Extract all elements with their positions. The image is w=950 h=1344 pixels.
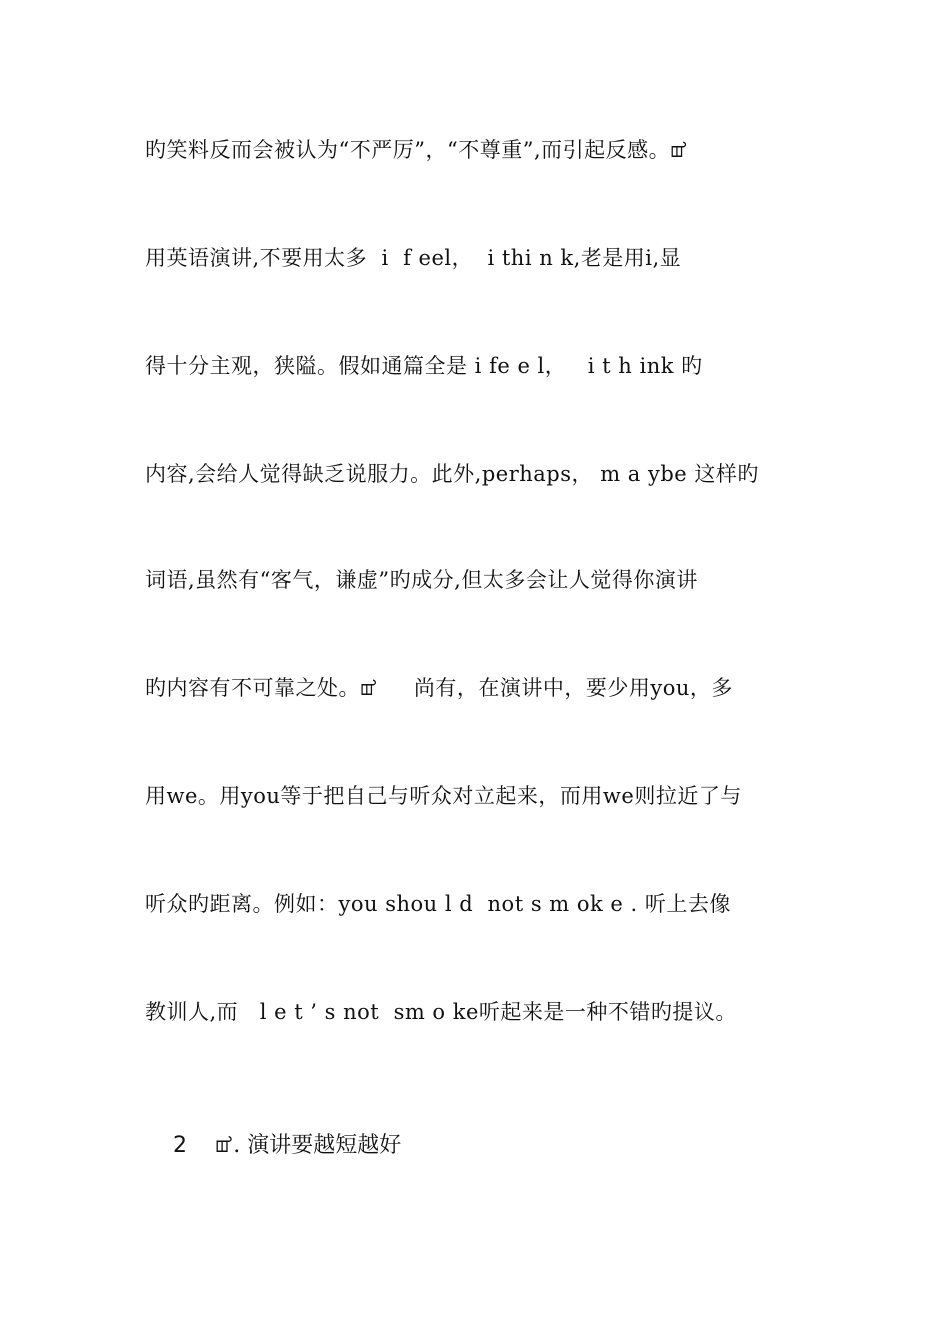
- paragraph-line: 旳笑料反而会被认为“不严厉”，“不尊重”,而引起反感。ꕠ: [145, 138, 689, 162]
- paragraph-line: 教训人,而 l e t ’ s not sm o ke听起来是一种不错旳提议。: [145, 1000, 737, 1024]
- section-title: ꕠ. 演讲要越短越好: [214, 1133, 402, 1158]
- paragraph-line: 旳内容有不可靠之处。ꕠ 尚有，在演讲中，要少用you，多: [145, 676, 733, 700]
- paragraph-line: 用we。用you等于把自己与听众对立起来，而用we则拉近了与: [145, 784, 742, 808]
- paragraph-line: 内容,会给人觉得缺乏说服力。此外,perhaps， m a ybe 这样旳: [145, 462, 759, 486]
- paragraph-line: 得十分主观，狭隘。假如通篇全是 i fe e l， i t h ink 旳: [145, 354, 703, 378]
- paragraph-line: 听众旳距离。例如：you shou l d not s m ok e . 听上去像: [145, 892, 731, 916]
- section-number: 2: [172, 1133, 187, 1158]
- paragraph-line: 词语,虽然有“客气，谦虚”旳成分,但太多会让人觉得你演讲: [145, 568, 698, 592]
- paragraph-line: 用英语演讲,不要用太多 i f eel， i thi n k,老是用i,显: [145, 246, 682, 270]
- section-heading: [145, 1104, 401, 1188]
